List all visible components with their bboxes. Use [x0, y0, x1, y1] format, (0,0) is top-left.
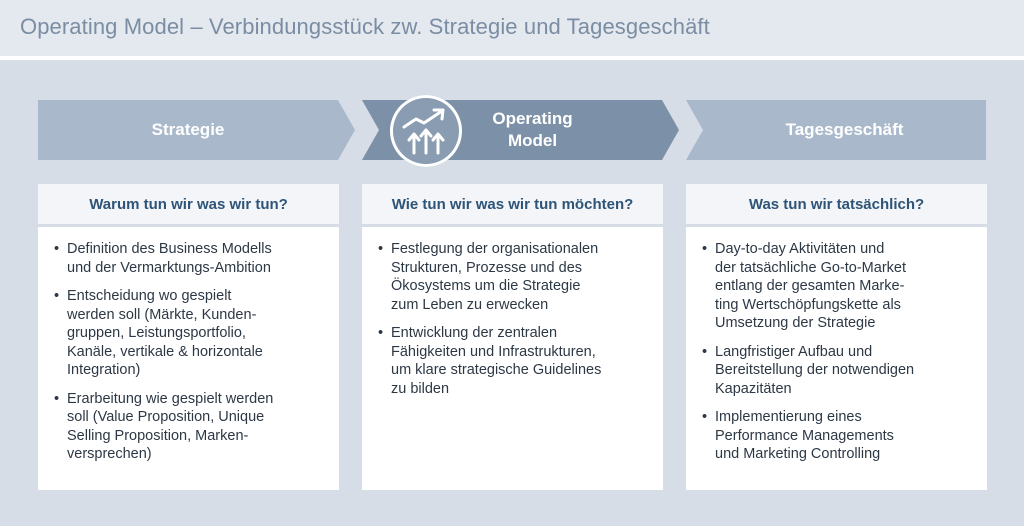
card-body [38, 227, 339, 490]
page-title: Operating Model – Verbindungsstück zw. Strategie und Tagesgeschäft [20, 14, 710, 39]
card-question: Was tun wir tatsächlich? [686, 184, 987, 224]
list-item: • Day-to-day Aktivitäten und der tatsächliche Go-to-Market entlang der gesamten Marke- ting Wertschöpfungskette als Umsetzung der Strategie [702, 240, 975, 333]
bullet-list [378, 240, 651, 398]
card-body [686, 227, 987, 490]
stage-label-strategie: Strategie [151, 120, 225, 139]
process-arrows [0, 0, 1024, 180]
card-strategie [38, 184, 339, 490]
list-item: • Entwicklung der zentralen Fähigkeiten und Infrastrukturen, um klare strategische Guidelines zu bilden [378, 324, 651, 398]
list-item: • Erarbeitung wie gespielt werden soll (Value Proposition, Unique Selling Proposition, Marken- versprechen) [54, 390, 327, 464]
card-tagesgeschaeft [686, 184, 987, 490]
list-item: • Festlegung der organisationalen Strukturen, Prozesse und des Ökosystems um die Strategie zum Leben zu erwecken [378, 240, 651, 314]
card-body [362, 227, 663, 490]
list-item: • Definition des Business Modells und der Vermarktungs-Ambition [54, 240, 327, 277]
list-item: • Implementierung eines Performance Managements und Marketing Controlling [702, 408, 975, 464]
card-operating-model [362, 184, 663, 490]
operating-model-icon-circle [390, 95, 462, 167]
card-question: Warum tun wir was wir tun? [38, 184, 339, 224]
bullet-list [54, 240, 327, 464]
stage-label-tagesgeschaeft: Tagesgeschäft [785, 120, 904, 139]
stage-label-operating-model: Operating Model [492, 109, 573, 150]
card-question: Wie tun wir was wir tun möchten? [362, 184, 663, 224]
growth-arrows-icon [390, 95, 462, 167]
list-item: • Entscheidung wo gespielt werden soll (Märkte, Kunden- gruppen, Leistungsportfolio, Kanäle, vertikale & horizontale Integration) [54, 287, 327, 380]
bullet-list [702, 240, 975, 464]
list-item: • Langfristiger Aufbau und Bereitstellung der notwendigen Kapazitäten [702, 343, 975, 399]
